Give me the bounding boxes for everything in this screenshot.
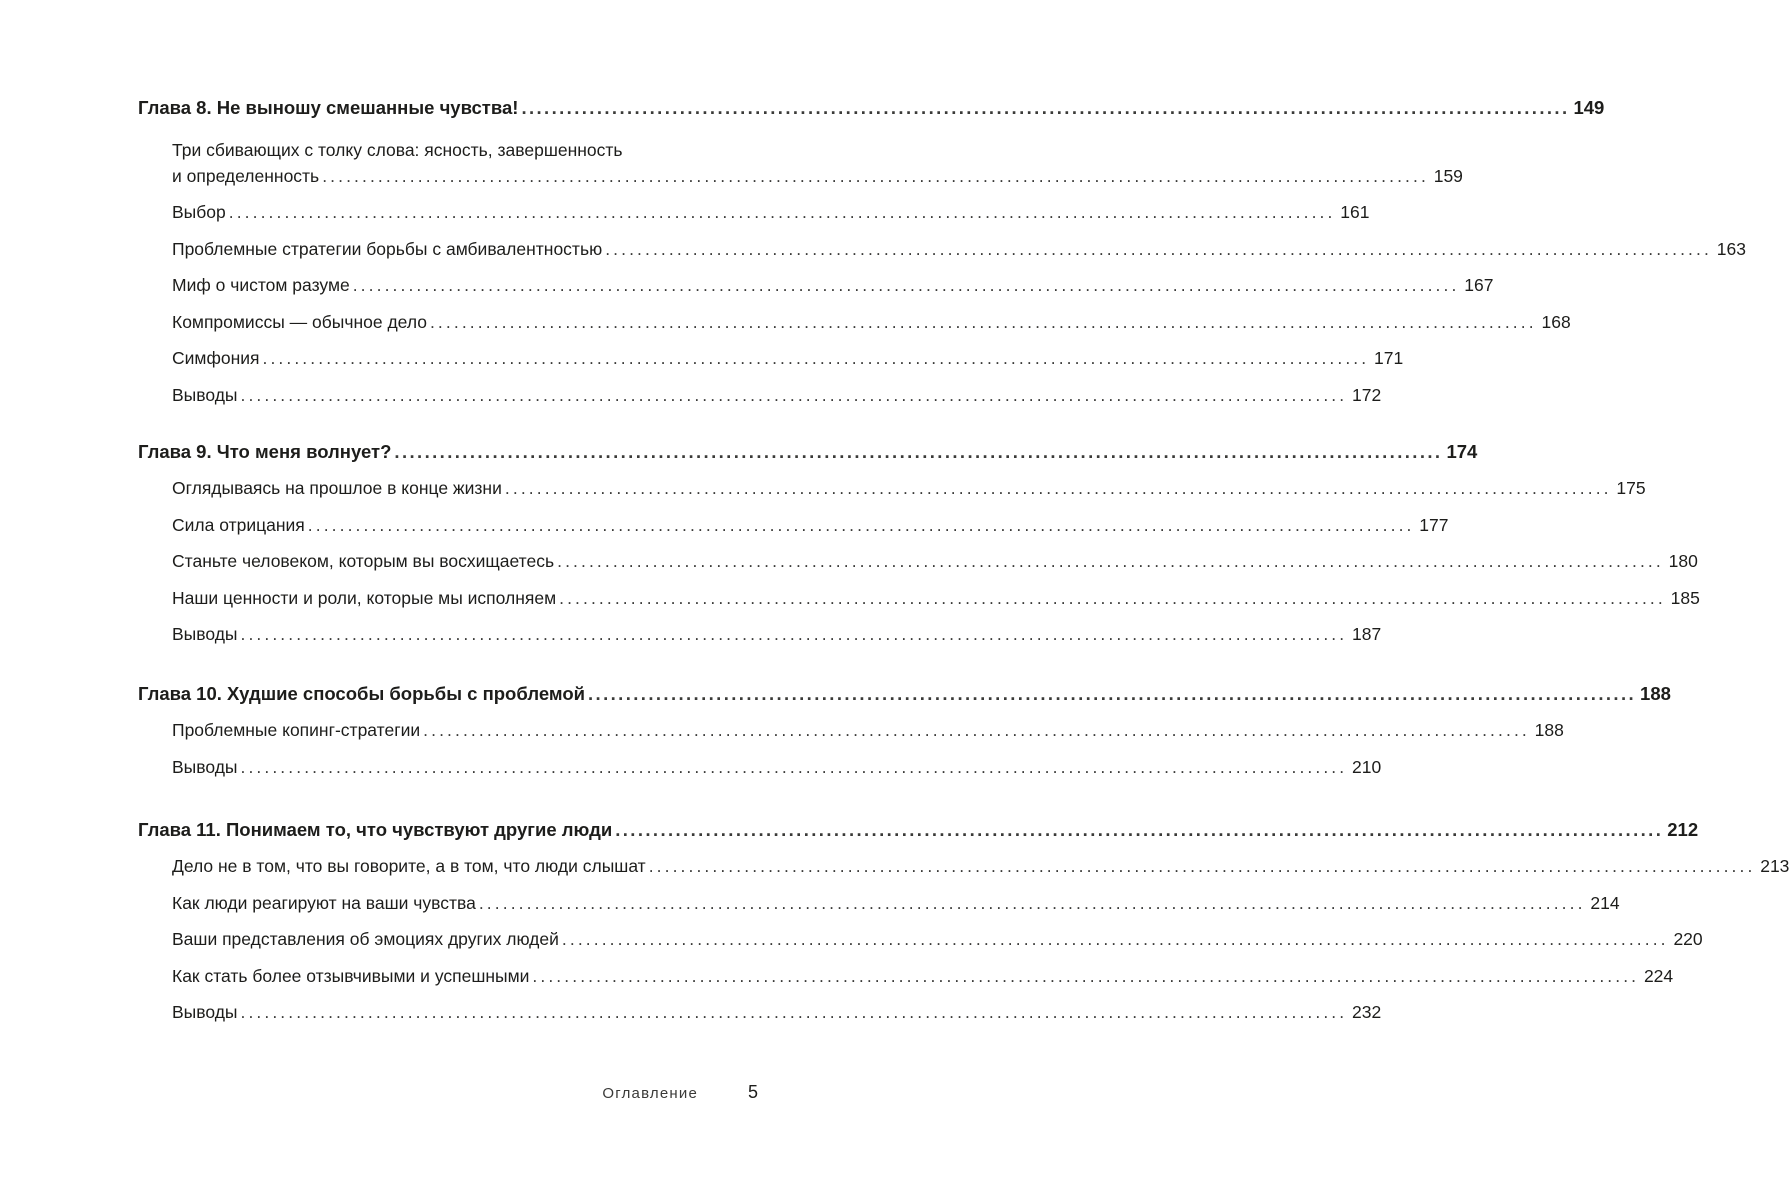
dot-leader: ........................................................................................................................................... bbox=[429, 311, 1537, 332]
entry-page-number: 185 bbox=[1670, 587, 1700, 608]
chapter-title: Глава 11. Понимаем то, что чувствуют другие люди bbox=[138, 819, 613, 840]
chapter-heading[interactable] bbox=[138, 90, 1605, 126]
entry-title: Станьте человеком, которым вы восхищаетесь bbox=[172, 551, 555, 571]
entry-title: Дело не в том, что вы говорите, а в том, что люди слышат bbox=[172, 856, 646, 876]
entry-page-number: 188 bbox=[1534, 720, 1564, 740]
entry-title: Оглядываясь на прошлое в конце жизни bbox=[172, 478, 502, 498]
entry-title: Выбор bbox=[172, 202, 226, 222]
dot-leader: ........................................................................................................................................... bbox=[559, 587, 1666, 608]
toc-entry[interactable] bbox=[172, 712, 1564, 749]
dot-leader: ........................................................................................................................................... bbox=[228, 202, 1336, 222]
entry-title: и определенность bbox=[172, 166, 320, 186]
dot-leader: ........................................................................................................................................... bbox=[307, 514, 1415, 535]
dot-leader: ........................................................................................................................................... bbox=[240, 1002, 1348, 1022]
toc-entry[interactable] bbox=[172, 340, 1404, 377]
toc-entry[interactable] bbox=[172, 304, 1571, 341]
entry-title: Миф о чистом разуме bbox=[172, 275, 350, 295]
toc-entry[interactable] bbox=[172, 231, 1746, 268]
toc-entry[interactable] bbox=[172, 507, 1449, 544]
entry-title: Проблемные копинг-стратегии bbox=[172, 720, 421, 740]
chapter-heading[interactable] bbox=[138, 676, 1671, 712]
entry-page-number: 167 bbox=[1464, 275, 1494, 295]
dot-leader: ........................................................................................................................................... bbox=[394, 441, 1443, 462]
toc-entry[interactable] bbox=[172, 163, 1463, 189]
chapter-page-number: 212 bbox=[1667, 819, 1699, 840]
dot-leader: ........................................................................................................................................... bbox=[240, 756, 1348, 777]
chapter-8 bbox=[138, 90, 1746, 413]
entry-page-number: 168 bbox=[1541, 311, 1571, 332]
dot-leader: ........................................................................................................................................... bbox=[504, 478, 1612, 498]
entry-page-number: 161 bbox=[1340, 202, 1370, 222]
toc-entry[interactable] bbox=[172, 194, 1370, 231]
entry-page-number: 159 bbox=[1433, 166, 1463, 186]
toc-entry[interactable] bbox=[172, 543, 1698, 580]
entry-title-line1: Три сбивающих с толку слова: ясность, завершенность bbox=[172, 140, 623, 160]
dot-leader: ........................................................................................................................................... bbox=[262, 348, 1370, 368]
entry-page-number: 172 bbox=[1352, 384, 1382, 405]
dot-leader: ........................................................................................................................................... bbox=[532, 965, 1640, 986]
toc-entry[interactable] bbox=[172, 994, 1382, 1031]
chapter-heading[interactable] bbox=[138, 812, 1699, 848]
page-number: 5 bbox=[748, 1082, 759, 1102]
dot-leader: ........................................................................................................................................... bbox=[605, 238, 1712, 259]
chapter-title: Глава 9. Что меня волнует? bbox=[138, 441, 392, 462]
running-footer-label: Оглавление bbox=[602, 1085, 698, 1102]
toc-entry-line1[interactable] bbox=[172, 137, 758, 163]
chapter-page-number: 188 bbox=[1640, 683, 1671, 704]
toc-entry[interactable] bbox=[172, 616, 1382, 653]
chapter-11 bbox=[138, 812, 1789, 1031]
entry-page-number: 232 bbox=[1352, 1002, 1382, 1022]
dot-leader: ........................................................................................................................................... bbox=[615, 819, 1664, 840]
entry-title: Выводы bbox=[172, 624, 238, 644]
chapter-page-number: 174 bbox=[1446, 441, 1478, 462]
page-footer bbox=[0, 1082, 900, 1106]
entry-page-number: 163 bbox=[1716, 238, 1746, 259]
chapter-heading[interactable] bbox=[138, 434, 1478, 470]
entry-page-number: 224 bbox=[1643, 965, 1674, 986]
toc-entry[interactable] bbox=[172, 377, 1382, 414]
entry-title: Наши ценности и роли, которые мы исполняем bbox=[172, 587, 557, 608]
entry-page-number: 187 bbox=[1352, 624, 1382, 644]
entry-title: Проблемные стратегии борьбы с амбивалентностью bbox=[172, 238, 603, 259]
chapter-10 bbox=[138, 676, 1671, 785]
dot-leader: ........................................................................................................................................... bbox=[352, 275, 1460, 295]
entry-page-number: 180 bbox=[1668, 551, 1698, 571]
toc-entry[interactable] bbox=[172, 958, 1674, 995]
toc-entry[interactable] bbox=[172, 921, 1703, 958]
entry-title: Сила отрицания bbox=[172, 514, 305, 535]
dot-leader: ........................................................................................................................................... bbox=[521, 97, 1570, 118]
dot-leader: ........................................................................................................................................... bbox=[240, 624, 1348, 644]
entry-title: Выводы bbox=[172, 384, 238, 405]
toc-entry[interactable] bbox=[172, 749, 1382, 786]
toc-entry[interactable] bbox=[172, 848, 1789, 885]
dot-leader: ........................................................................................................................................... bbox=[322, 166, 1429, 186]
entry-title: Как стать более отзывчивыми и успешными bbox=[172, 965, 530, 986]
entry-title: Компромиссы — обычное дело bbox=[172, 311, 427, 332]
dot-leader: ........................................................................................................................................... bbox=[478, 892, 1586, 913]
dot-leader: ........................................................................................................................................... bbox=[648, 856, 1756, 876]
entry-page-number: 220 bbox=[1673, 929, 1703, 949]
entry-page-number: 213 bbox=[1760, 856, 1789, 876]
entry-page-number: 214 bbox=[1590, 892, 1620, 913]
dot-leader: ........................................................................................................................................... bbox=[557, 551, 1664, 571]
entry-page-number: 177 bbox=[1419, 514, 1449, 535]
chapter-title: Глава 10. Худшие способы борьбы с проблемой bbox=[138, 683, 585, 704]
toc-entry[interactable] bbox=[172, 885, 1620, 922]
entry-page-number: 175 bbox=[1616, 478, 1646, 498]
entry-page-number: 210 bbox=[1352, 756, 1382, 777]
toc-entry[interactable] bbox=[172, 470, 1646, 507]
chapter-page-number: 149 bbox=[1573, 97, 1605, 118]
entry-title: Выводы bbox=[172, 756, 238, 777]
entry-title: Выводы bbox=[172, 1002, 238, 1022]
dot-leader: ........................................................................................................................................... bbox=[240, 384, 1348, 405]
chapter-title: Глава 8. Не выношу смешанные чувства! bbox=[138, 97, 519, 118]
dot-leader: ........................................................................................................................................... bbox=[561, 929, 1669, 949]
chapter-9 bbox=[138, 434, 1700, 653]
toc-entry[interactable] bbox=[172, 580, 1700, 617]
entry-page-number: 171 bbox=[1374, 348, 1404, 368]
dot-leader: ........................................................................................................................................... bbox=[588, 683, 1637, 704]
toc-entry[interactable] bbox=[172, 267, 1494, 304]
entry-title: Ваши представления об эмоциях других людей bbox=[172, 929, 559, 949]
dot-leader: ........................................................................................................................................... bbox=[423, 720, 1530, 740]
entry-title: Как люди реагируют на ваши чувства bbox=[172, 892, 476, 913]
entry-title: Симфония bbox=[172, 348, 260, 368]
